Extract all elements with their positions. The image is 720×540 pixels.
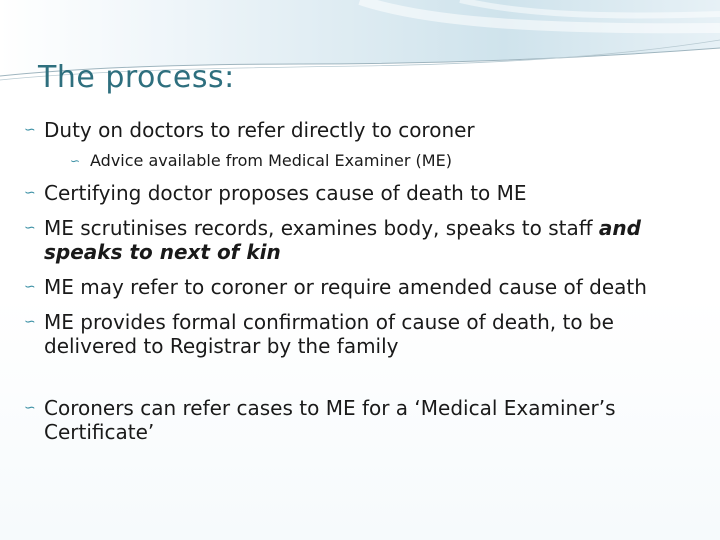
- bullet-item: [24, 118, 704, 142]
- wave-bullet-icon: ∽: [24, 279, 36, 296]
- bullet-text: Duty on doctors to refer directly to coroner: [44, 118, 475, 142]
- bullet-item: [24, 275, 704, 299]
- wave-bullet-icon: ∽: [24, 122, 36, 138]
- bullet-emphasis-text: and speaks to next of kin: [44, 216, 641, 265]
- bullet-list: [24, 118, 704, 444]
- bullet-text: ME provides formal confirmation of cause of death, to be delivered to Registrar by the family: [44, 310, 614, 359]
- wave-bullet-icon: ∽: [24, 400, 36, 417]
- wave-bullet-icon: ∽: [24, 314, 36, 331]
- wave-bullet-icon: ∽: [24, 185, 36, 202]
- bullet-text: Advice available from Medical Examiner (ME): [90, 151, 452, 170]
- wave-bullet-icon: ∽: [70, 154, 81, 168]
- bullet-item: [24, 310, 704, 358]
- sub-bullet-item: [70, 151, 704, 170]
- bullet-text: ME scrutinises records, examines body, speaks to staff: [44, 216, 599, 241]
- bullet-text: Certifying doctor proposes cause of death to ME: [44, 181, 527, 206]
- bullet-item: [24, 396, 704, 444]
- bullet-text: Coroners can refer cases to ME for a ‘Medical Examiner’s Certificate’: [44, 396, 616, 445]
- bullet-item: [24, 181, 704, 205]
- wave-bullet-icon: ∽: [24, 220, 36, 237]
- slide-title: The process:: [38, 60, 235, 95]
- bullet-item: [24, 216, 704, 264]
- bullet-text: ME may refer to coroner or require amended cause of death: [44, 275, 647, 300]
